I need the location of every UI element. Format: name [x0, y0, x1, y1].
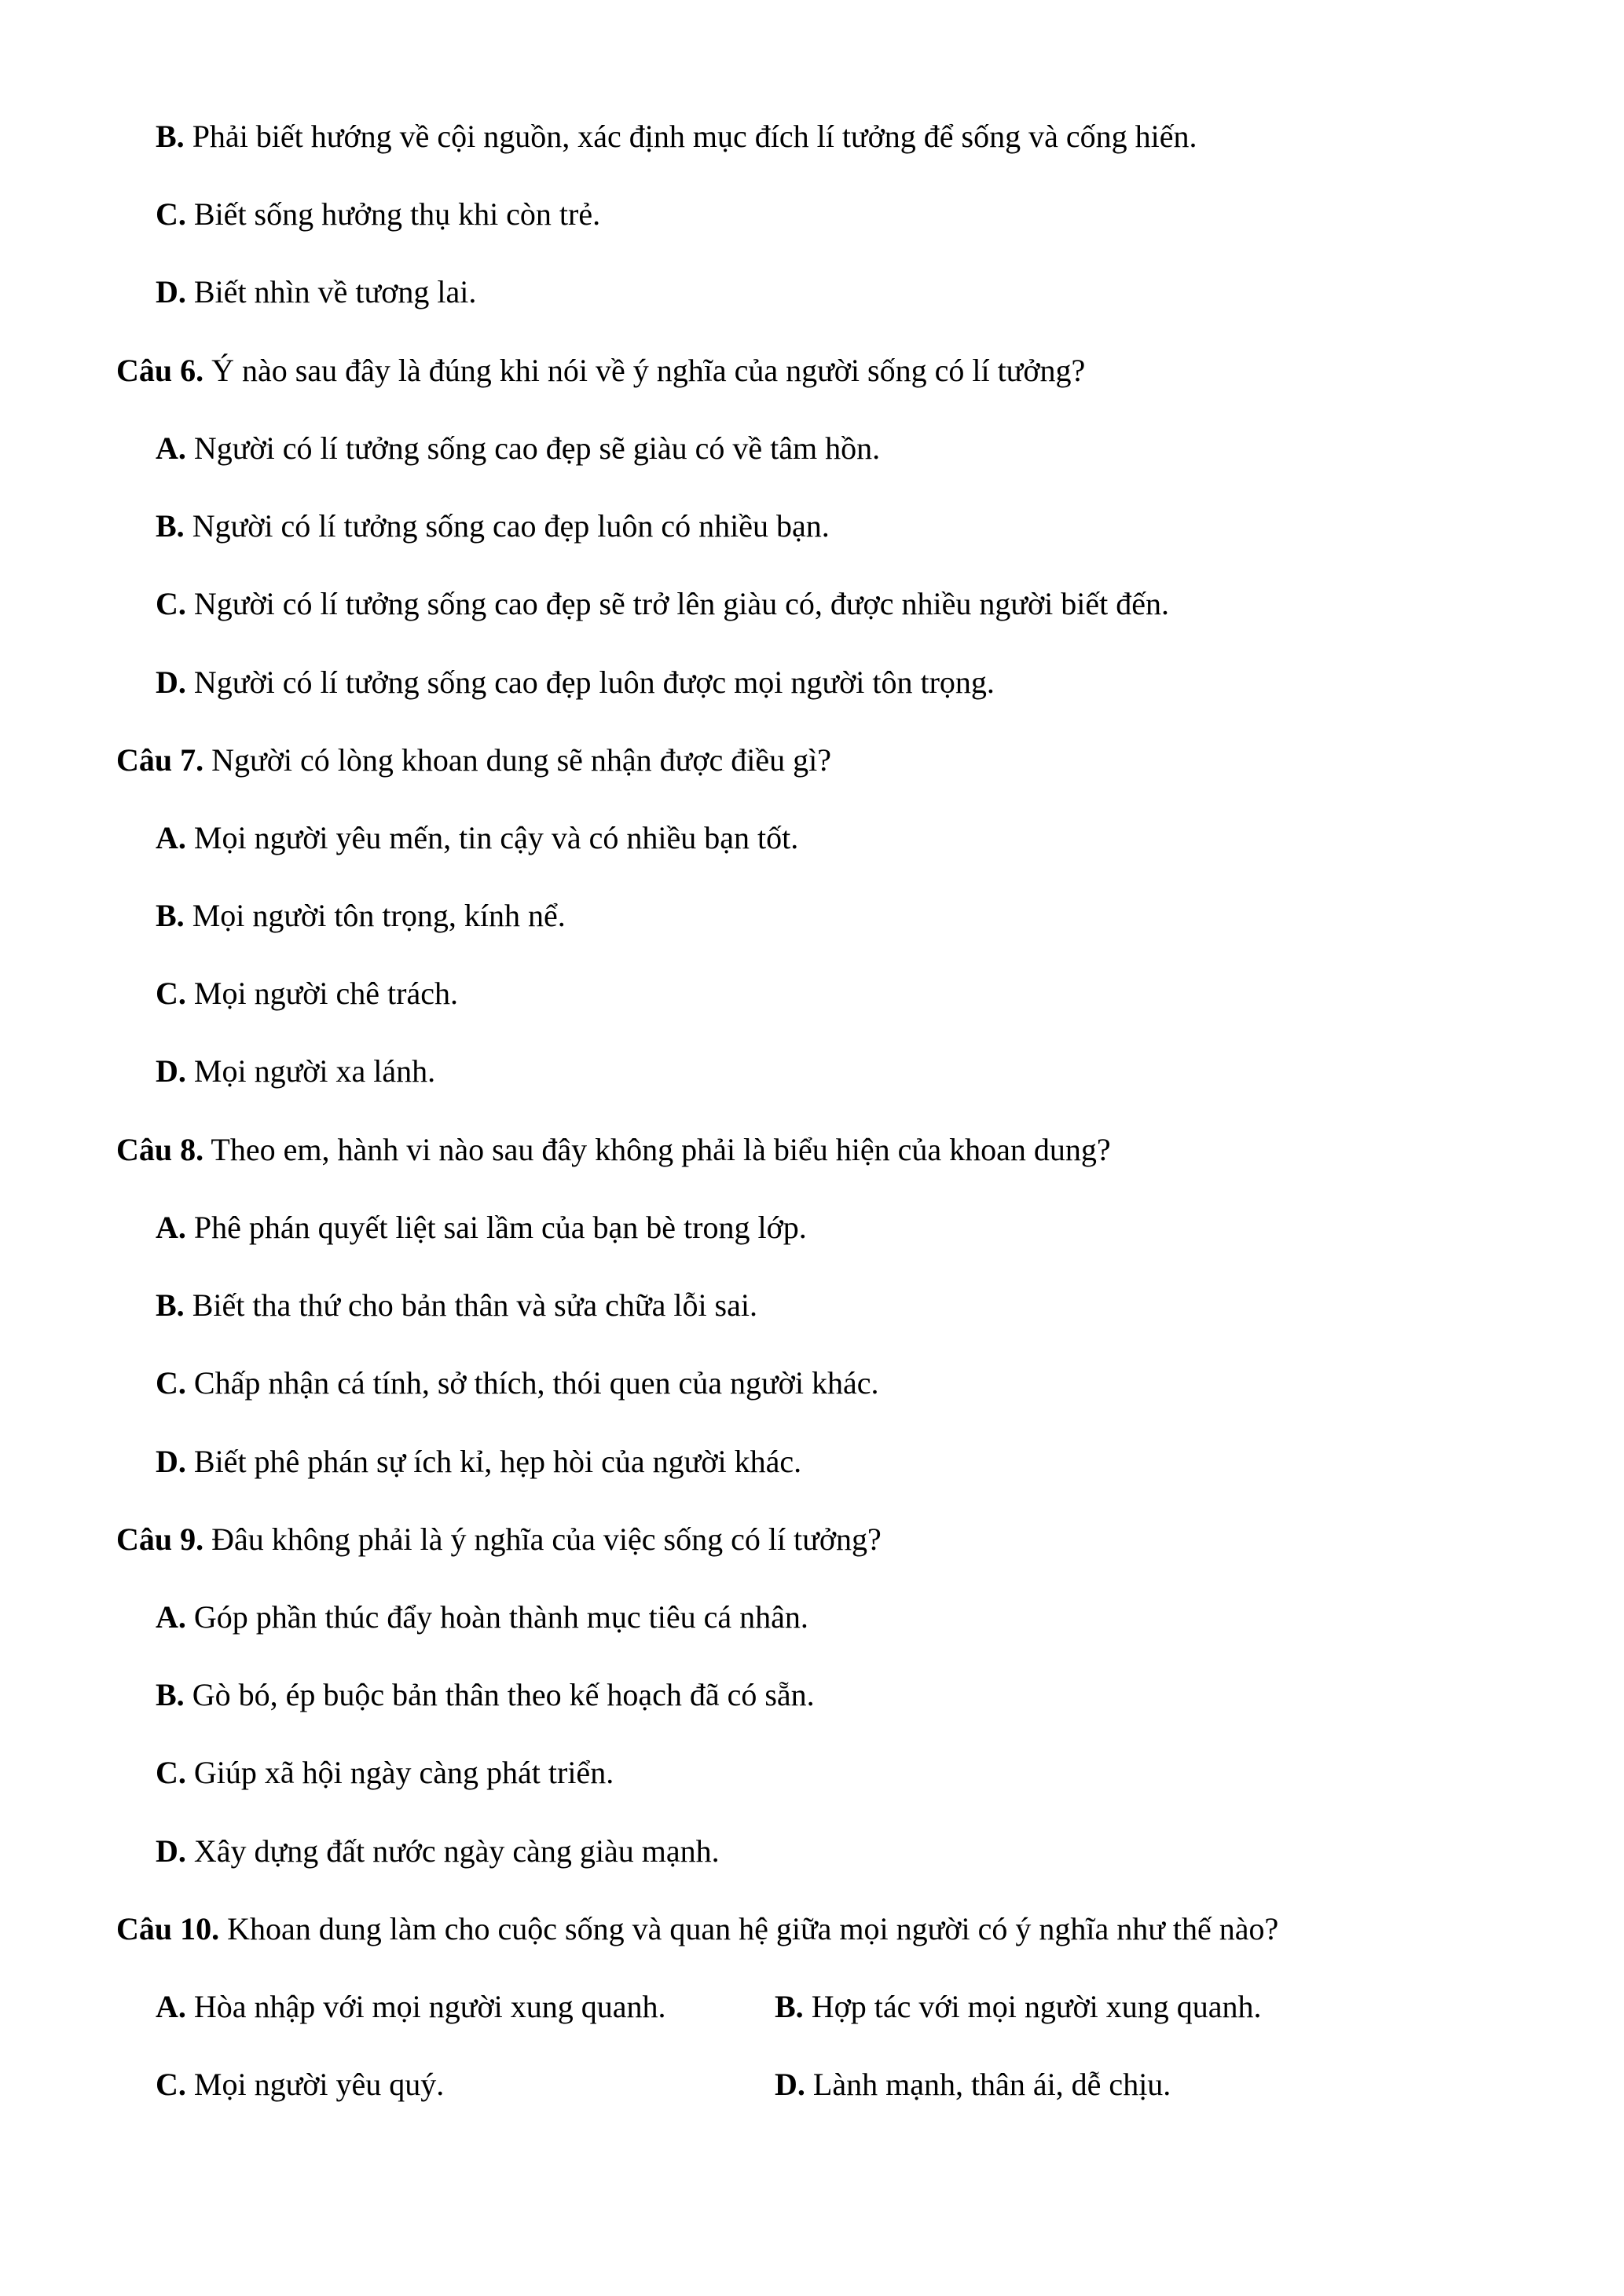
q6-option-b — [156, 507, 830, 545]
option-label: D. — [156, 1053, 186, 1089]
question-10 — [116, 1910, 1278, 1948]
option-text: Góp phần thúc đẩy hoàn thành mục tiêu cá nhân. — [185, 1599, 808, 1635]
option-text: Người có lí tưởng sống cao đẹp sẽ giàu có về tâm hồn. — [185, 430, 881, 466]
prev-option-c — [156, 196, 600, 233]
q6-option-a — [156, 430, 880, 467]
question-9 — [116, 1521, 882, 1558]
option-text: Người có lí tưởng sống cao đẹp sẽ trở lên giàu có, được nhiều người biết đến. — [185, 586, 1170, 621]
option-label: D. — [156, 1833, 186, 1869]
question-7 — [116, 742, 831, 779]
option-text: Xây dựng đất nước ngày càng giàu mạnh. — [185, 1833, 720, 1869]
option-label: C. — [156, 976, 186, 1011]
option-text: Lành mạnh, thân ái, dễ chịu. — [805, 2067, 1171, 2102]
option-label: B. — [156, 1287, 185, 1323]
prev-option-b — [156, 118, 1197, 156]
q7-option-b — [156, 897, 566, 935]
question-label: Câu 6. — [116, 353, 204, 388]
q8-option-b — [156, 1287, 757, 1324]
option-text: Hòa nhập với mọi người xung quanh. — [185, 1989, 666, 2024]
option-text: Người có lí tưởng sống cao đẹp luôn được mọi người tôn trọng. — [185, 665, 995, 700]
option-text: Người có lí tưởng sống cao đẹp luôn có nhiều bạn. — [184, 508, 830, 544]
option-label: A. — [156, 820, 186, 855]
option-text: Biết sống hưởng thụ khi còn trẻ. — [185, 196, 601, 232]
option-label: B. — [156, 1677, 185, 1712]
option-text: Mọi người yêu quý. — [185, 2067, 445, 2102]
q10-option-c — [156, 2066, 444, 2104]
option-label: C. — [156, 1755, 186, 1790]
q9-option-d — [156, 1833, 720, 1870]
option-label: D. — [156, 274, 186, 309]
question-label: Câu 10. — [116, 1911, 220, 1946]
question-label: Câu 7. — [116, 742, 204, 778]
q9-option-c — [156, 1754, 614, 1792]
option-text: Biết tha thứ cho bản thân và sửa chữa lỗi sai. — [184, 1287, 757, 1323]
option-text: Biết nhìn về tương lai. — [185, 274, 477, 309]
option-text: Mọi người yêu mến, tin cậy và có nhiều bạn tốt. — [185, 820, 799, 855]
option-text: Chấp nhận cá tính, sở thích, thói quen của người khác. — [185, 1365, 879, 1401]
q8-option-a — [156, 1209, 807, 1247]
option-label: B. — [156, 508, 185, 544]
question-text: Ý nào sau đây là đúng khi nói về ý nghĩa của người sống có lí tưởng? — [203, 353, 1086, 388]
question-8 — [116, 1131, 1111, 1169]
prev-option-d — [156, 273, 476, 311]
q9-option-a — [156, 1598, 808, 1636]
option-label: D. — [775, 2067, 805, 2102]
option-label: D. — [156, 1444, 186, 1479]
question-label: Câu 9. — [116, 1522, 204, 1557]
question-text: Người có lòng khoan dung sẽ nhận được điều gì? — [203, 742, 831, 778]
option-text: Phê phán quyết liệt sai lầm của bạn bè trong lớp. — [185, 1210, 807, 1245]
option-label: C. — [156, 1365, 186, 1401]
q10-option-b — [775, 1988, 1262, 2026]
option-text: Mọi người xa lánh. — [185, 1053, 436, 1089]
option-text: Gò bó, ép buộc bản thân theo kế hoạch đã có sẵn. — [184, 1677, 815, 1712]
option-text: Giúp xã hội ngày càng phát triển. — [185, 1755, 614, 1790]
option-label: A. — [156, 1210, 186, 1245]
option-label: B. — [156, 119, 185, 154]
option-label: A. — [156, 1599, 186, 1635]
q7-option-a — [156, 819, 798, 857]
q6-option-c — [156, 585, 1169, 623]
option-label: B. — [156, 898, 185, 933]
q6-option-d — [156, 664, 995, 701]
q8-option-d — [156, 1443, 801, 1481]
option-label: A. — [156, 1989, 186, 2024]
option-label: D. — [156, 665, 186, 700]
question-text: Đâu không phải là ý nghĩa của việc sống có lí tưởng? — [203, 1522, 882, 1557]
option-text: Hợp tác với mọi người xung quanh. — [803, 1989, 1262, 2024]
question-text: Theo em, hành vi nào sau đây không phải là biểu hiện của khoan dung? — [203, 1132, 1111, 1167]
option-text: Mọi người chê trách. — [185, 976, 458, 1011]
option-text: Biết phê phán sự ích kỉ, hẹp hòi của người khác. — [185, 1444, 802, 1479]
question-6 — [116, 352, 1085, 390]
option-text: Phải biết hướng về cội nguồn, xác định mục đích lí tưởng để sống và cống hiến. — [184, 119, 1197, 154]
q10-option-a — [156, 1988, 665, 2026]
option-label: A. — [156, 430, 186, 466]
q7-option-d — [156, 1053, 435, 1090]
option-label: C. — [156, 196, 186, 232]
q10-option-d — [775, 2066, 1171, 2104]
q8-option-c — [156, 1364, 878, 1402]
question-text: Khoan dung làm cho cuộc sống và quan hệ giữa mọi người có ý nghĩa như thế nào? — [219, 1911, 1279, 1946]
option-label: C. — [156, 586, 186, 621]
option-label: B. — [775, 1989, 804, 2024]
option-label: C. — [156, 2067, 186, 2102]
question-label: Câu 8. — [116, 1132, 204, 1167]
q9-option-b — [156, 1676, 815, 1714]
option-text: Mọi người tôn trọng, kính nể. — [184, 898, 566, 933]
q7-option-c — [156, 975, 458, 1013]
